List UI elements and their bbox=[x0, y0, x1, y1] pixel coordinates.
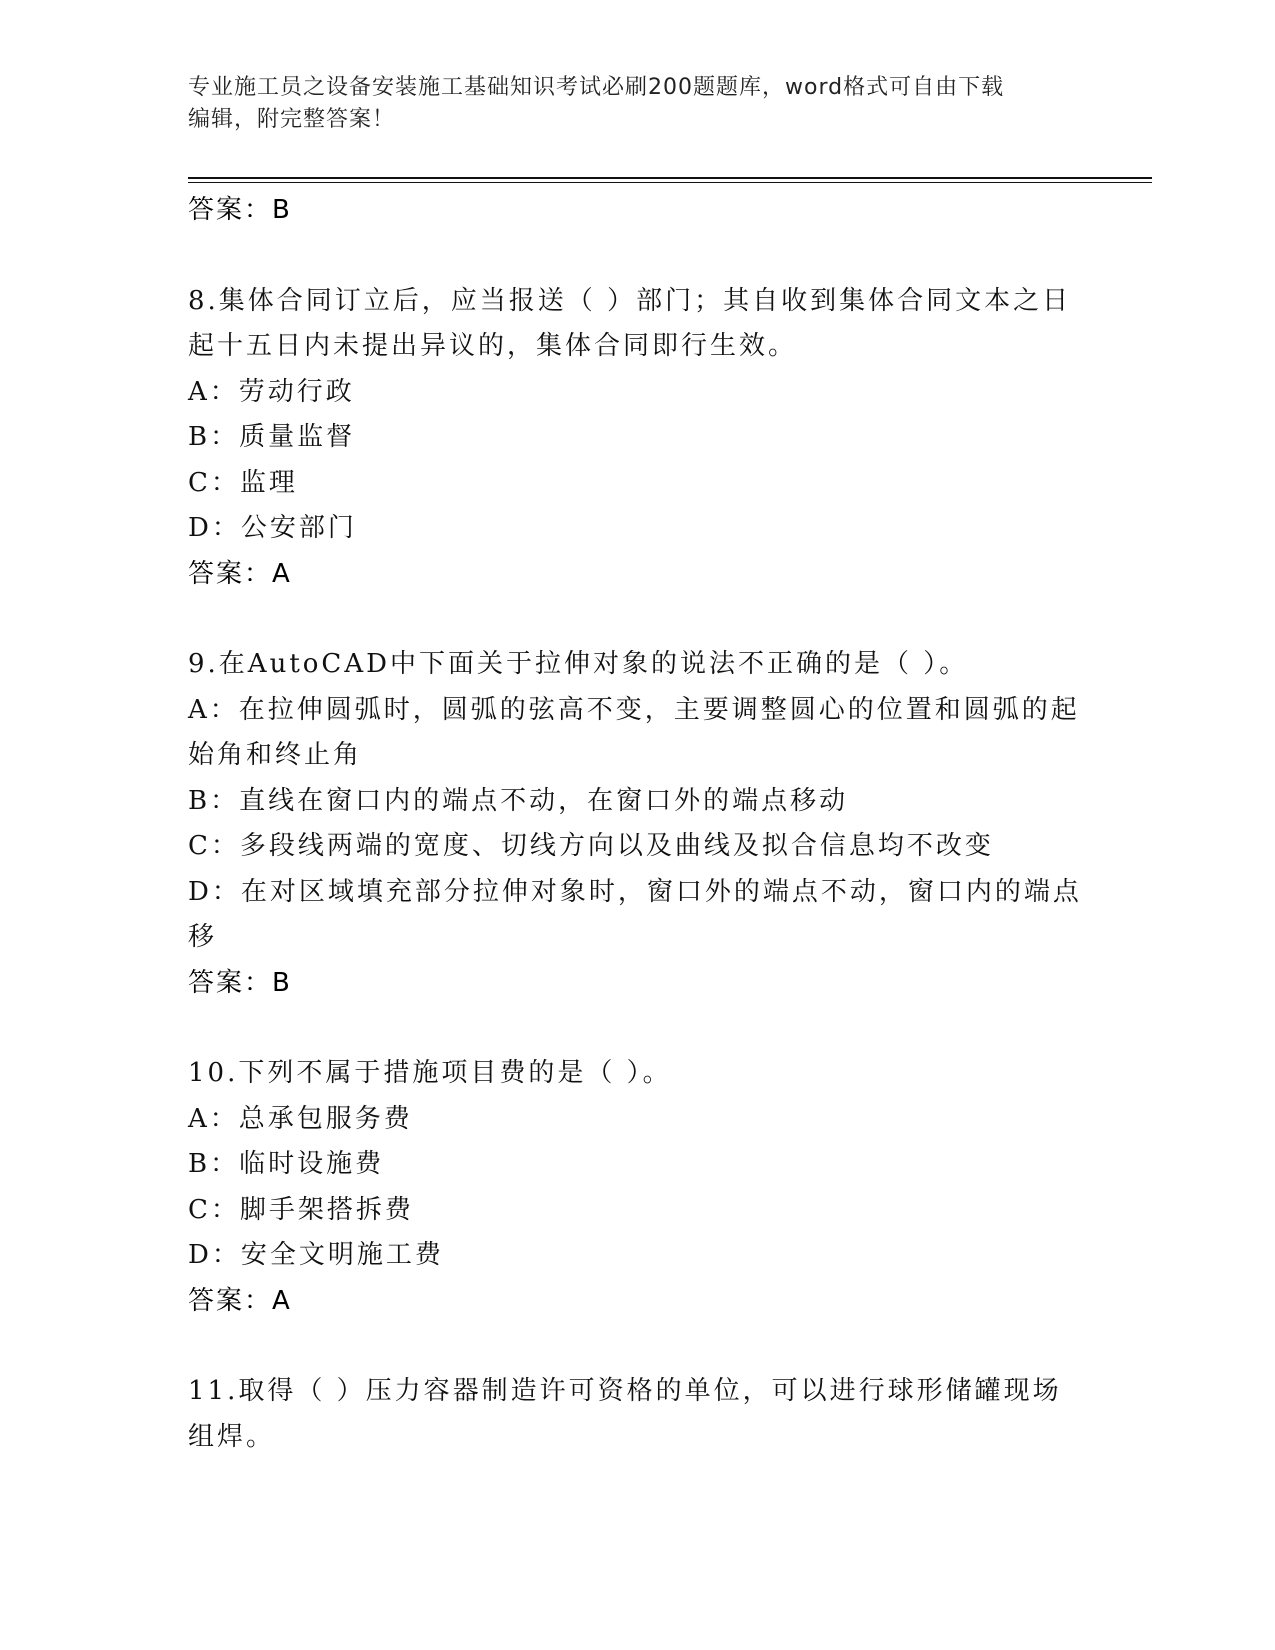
question-9 bbox=[188, 642, 1088, 1006]
spacer bbox=[188, 597, 1088, 642]
question-10-option-c: C：脚手架搭拆费 bbox=[188, 1194, 414, 1225]
question-11-stem-line-2: 组焊。 bbox=[188, 1421, 276, 1452]
question-9-option-d-line-2: 移 bbox=[188, 922, 218, 952]
header-divider-thick bbox=[188, 177, 1152, 179]
question-10 bbox=[188, 1051, 1088, 1324]
spacer bbox=[188, 1006, 1088, 1051]
header-divider-thin bbox=[188, 182, 1152, 183]
question-10-option-b: B：临时设施费 bbox=[188, 1149, 385, 1179]
header-line-1: 专业施工员之设备安装施工基础知识考试必刷200题题库，word格式可自由下载 bbox=[188, 75, 1005, 100]
document-header bbox=[188, 72, 1068, 136]
question-9-stem: 9.在AutoCAD中下面关于拉伸对象的说法不正确的是（ ）。 bbox=[188, 649, 969, 679]
question-11-stem-line-1: 11.取得（ ）压力容器制造许可资格的单位，可以进行球形储罐现场 bbox=[188, 1376, 1062, 1406]
question-8-option-b: B：质量监督 bbox=[188, 422, 356, 452]
header-line-2: 编辑，附完整答案！ bbox=[188, 107, 396, 132]
answer-q9: 答案：B bbox=[188, 967, 292, 998]
question-8-stem-line-1: 8.集体合同订立后，应当报送（ ）部门；其自收到集体合同文本之日 bbox=[188, 285, 1072, 316]
question-9-option-b: B：直线在窗口内的端点不动，在窗口外的端点移动 bbox=[188, 785, 849, 816]
question-9-option-d-line-1: D：在对区域填充部分拉伸对象时，窗口外的端点不动，窗口内的端点 bbox=[188, 876, 1082, 907]
answer-q7: 答案：B bbox=[188, 195, 292, 225]
question-10-stem: 10.下列不属于措施项目费的是（ ）。 bbox=[188, 1058, 672, 1088]
question-8-option-c: C：监理 bbox=[188, 467, 298, 498]
question-8-option-a: A：劳动行政 bbox=[188, 376, 355, 407]
question-11 bbox=[188, 1369, 1088, 1460]
question-10-option-d: D：安全文明施工费 bbox=[188, 1240, 444, 1270]
question-content bbox=[188, 188, 1088, 1460]
question-8-stem-line-2: 起十五日内未提出异议的，集体合同即行生效。 bbox=[188, 331, 798, 361]
question-10-option-a: A：总承包服务费 bbox=[188, 1103, 413, 1134]
answer-q10: 答案：A bbox=[188, 1285, 292, 1316]
question-8-option-d: D：公安部门 bbox=[188, 513, 357, 543]
spacer bbox=[188, 1324, 1088, 1369]
question-9-option-a-line-2: 始角和终止角 bbox=[188, 740, 363, 770]
answer-q8: 答案：A bbox=[188, 558, 292, 589]
question-9-option-c: C：多段线两端的宽度、切线方向以及曲线及拟合信息均不改变 bbox=[188, 831, 994, 861]
spacer bbox=[188, 234, 1088, 279]
question-8 bbox=[188, 279, 1088, 598]
question-9-option-a-line-1: A：在拉伸圆弧时，圆弧的弦高不变，主要调整圆心的位置和圆弧的起 bbox=[188, 694, 1080, 725]
